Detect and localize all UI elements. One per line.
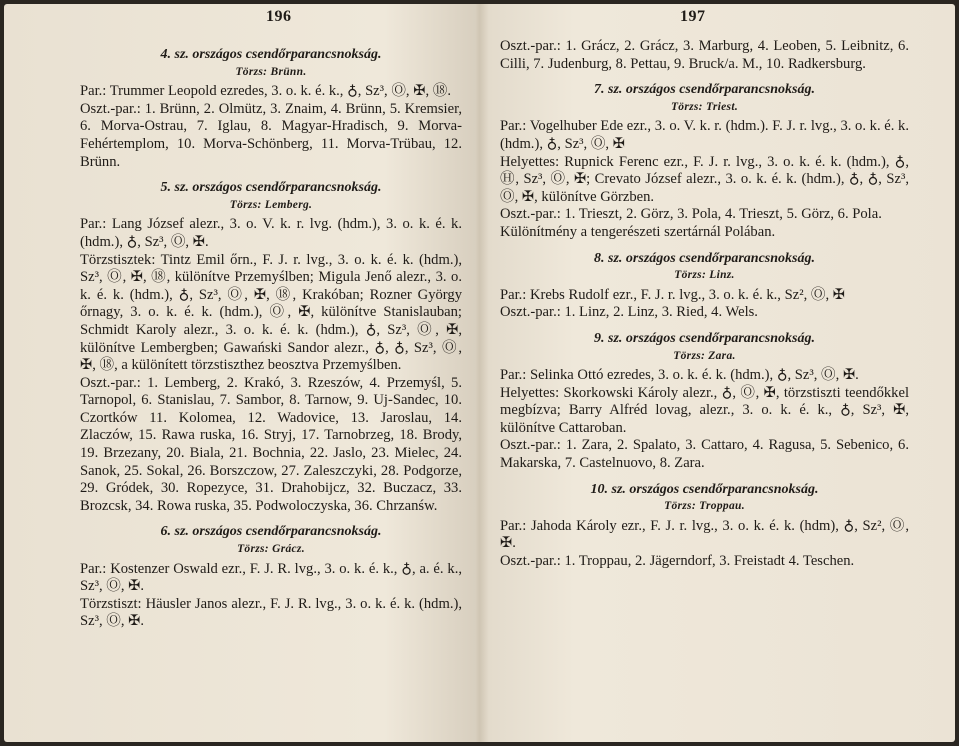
commander-entry: Par.: Trummer Leopold ezredes, 3. o. k. é. k., ♁, Sz³, Ⓞ, ✠, ⑱. <box>80 83 451 100</box>
continued-departments-entry: Oszt.-par.: 1. Grácz, 2. Grácz, 3. Marburg, 4. Leoben, 5. Leibnitz, 6. Cilli, 7. Judenburg, 8. Pettau, 9. Bruck/a. M., 10. Radkersburg. <box>500 38 909 72</box>
commander-entry: Par.: Vogelhuber Ede ezr., 3. o. V. k. r. (hdm.). F. J. r. lvg., 3. o. k. é. k. (hdm.), ♁, Sz³, Ⓞ, ✠ <box>500 118 909 152</box>
section-seat: Törzs: Linz. <box>674 269 735 282</box>
staff-officer-entry: Törzstiszt: Häusler Janos alezr., F. J. R. lvg., 3. o. k. é. k. (hdm.), Sz³, Ⓞ, ✠. <box>80 595 462 630</box>
departments-entry: Oszt.-par.: 1. Linz, 2. Linz, 3. Ried, 4. Wels. <box>500 304 758 321</box>
deputy-entry: Helyettes: Skorkowski Károly alezr., ♁, Ⓞ, ✠, törzstiszti teendőkkel megbízva; Barry Alfréd lovag, alezr., 3. o. k. é. k., ♁, Sz³, ✠, különítve Cattaroban. <box>500 384 909 436</box>
section-seat: Törzs: Grácz. <box>237 543 305 556</box>
section-5 <box>80 179 462 515</box>
section-heading: 8. sz. országos csendőrparancsnokság. <box>594 250 815 266</box>
commander-entry: Par.: Selinka Ottó ezredes, 3. o. k. é. k. (hdm.), ♁, Sz³, Ⓞ, ✠. <box>500 367 859 384</box>
section-heading: 10. sz. országos csendőrparancsnokság. <box>590 481 819 497</box>
section-seat: Törzs: Zara. <box>673 349 736 362</box>
staff-officers-entry: Törzstisztek: Tintz Emil őrn., F. J. r. lvg., 3. o. k. é. k. (hdm.), Sz³, Ⓞ, ✠, ⑱, különítve Przemyślben; Migula Jenő alezr., 3. o. k. é. k. (hdm.), ♁, Sz³, Ⓞ, ✠, ⑱, Krakóban; Rozner György őrnagy, 3. o. k. é. k. (hdm.), Ⓞ, ✠, különítve Stanislauban; Schmidt Karoly alezr., 3. o. k. é. k. (hdm.), ♁, Sz³, Ⓞ, ✠, különítve Lembergben; Gawański Sandor alezr., ♁, ♁, Sz³, Ⓞ, ✠, ⑱, a különített törzstiszthez beosztva Przemyślben. <box>80 251 462 374</box>
section-heading: 9. sz. országos csendőrparancsnokság. <box>594 330 815 346</box>
section-7 <box>500 81 909 241</box>
section-seat: Törzs: Triest. <box>670 100 739 113</box>
section-seat: Törzs: Lemberg. <box>229 198 313 211</box>
section-heading: 5. sz. országos csendőrparancsnokság. <box>160 180 382 196</box>
left-page <box>4 4 476 742</box>
section-seat: Törzs: Brünn. <box>235 65 307 78</box>
section-4 <box>80 46 462 171</box>
page-number: 197 <box>680 8 706 25</box>
deputy-entry: Helyettes: Rupnick Ferenc ezr., F. J. r. lvg., 3. o. k. é. k. (hdm.), ♁, Ⓗ, Sz³, Ⓞ, ✠; Crevato József alezr., 3. o. k. é. k. (hdm.), ♁, ♁, Sz³, Ⓞ, ✠, különítve Görzben. <box>500 153 909 205</box>
right-page <box>484 4 955 742</box>
section-heading: 4. sz. országos csendőrparancsnokság. <box>160 47 382 62</box>
section-10 <box>500 481 909 571</box>
departments-entry: Oszt.-par.: 1. Zara, 2. Spalato, 3. Cattaro, 4. Ragusa, 5. Sebenico, 6. Makarska, 7. Castelnuovo, 8. Zara. <box>500 437 909 472</box>
commander-entry: Par.: Kostenzer Oswald ezr., F. J. R. lvg., 3. o. k. é. k., ♁, a. é. k., Sz³, Ⓞ, ✠. <box>80 560 462 595</box>
page-number: 196 <box>266 8 292 25</box>
commander-entry: Par.: Lang József alezr., 3. o. V. k. r. lvg. (hdm.), 3. o. k. é. k. (hdm.), ♁, Sz³, Ⓞ, ✠. <box>80 216 462 250</box>
section-8 <box>500 250 909 322</box>
section-heading: 6. sz. országos csendőrparancsnokság. <box>160 524 382 540</box>
commander-entry: Par.: Krebs Rudolf ezr., F. J. r. lvg., 3. o. k. é. k., Sz², Ⓞ, ✠ <box>500 286 845 303</box>
commander-entry: Par.: Jahoda Károly ezr., F. J. r. lvg., 3. o. k. é. k. (hdm), ♁, Sz², Ⓞ, ✠. <box>500 517 909 552</box>
section-6 <box>80 523 462 631</box>
section-9 <box>500 330 909 473</box>
section-heading: 7. sz. országos csendőrparancsnokság. <box>594 82 815 98</box>
section-seat: Törzs: Troppau. <box>664 500 745 513</box>
departments-entry: Oszt.-par.: 1. Trieszt, 2. Görz, 3. Pola, 4. Trieszt, 5. Görz, 6. Pola. <box>500 206 882 223</box>
departments-entry: Oszt.-par.: 1. Lemberg, 2. Krakó, 3. Rzeszów, 4. Przemyśl, 5. Tarnopol, 6. Stanislau, 7. Sambor, 8. Tarnow, 9. Uj-Sandec, 10. Czortków 11. Kolomea, 12. Wadovice, 13. Jaroslau, 14. Zlaczów, 15. Rawa ruska, 16. Stryj, 17. Tarnobrzeg, 18. Brody, 19. Brzezany, 20. Biala, 21. Bochnia, 22. Jaslo, 23. Mielec, 24. Sanok, 25. Sokal, 26. Borszczow, 27. Zaleszczyki, 28. Podgorze, 29. Gródek, 30. Ropezyce, 31. Drahobijcz, 32. Buczacz, 33. Brozcsk, 34. Rowa ruska, 35. Podwoloczyska, 36. Chrzanśw. <box>80 374 462 514</box>
detachment-entry: Különítmény a tengerészeti szertárnál Polában. <box>500 223 776 240</box>
book-spread <box>4 4 955 742</box>
departments-entry: Oszt.-par.: 1. Brünn, 2. Olmütz, 3. Znaim, 4. Brünn, 5. Kremsier, 6. Morva-Ostrau, 7. Iglau, 8. Magyar-Hradisch, 9. Morva-Fehértemplom, 10. Morva-Schönberg, 11. Morva-Trübau, 12. Brünn. <box>80 100 462 170</box>
departments-entry: Oszt.-par.: 1. Troppau, 2. Jägerndorf, 3. Freistadt 4. Teschen. <box>500 553 855 570</box>
